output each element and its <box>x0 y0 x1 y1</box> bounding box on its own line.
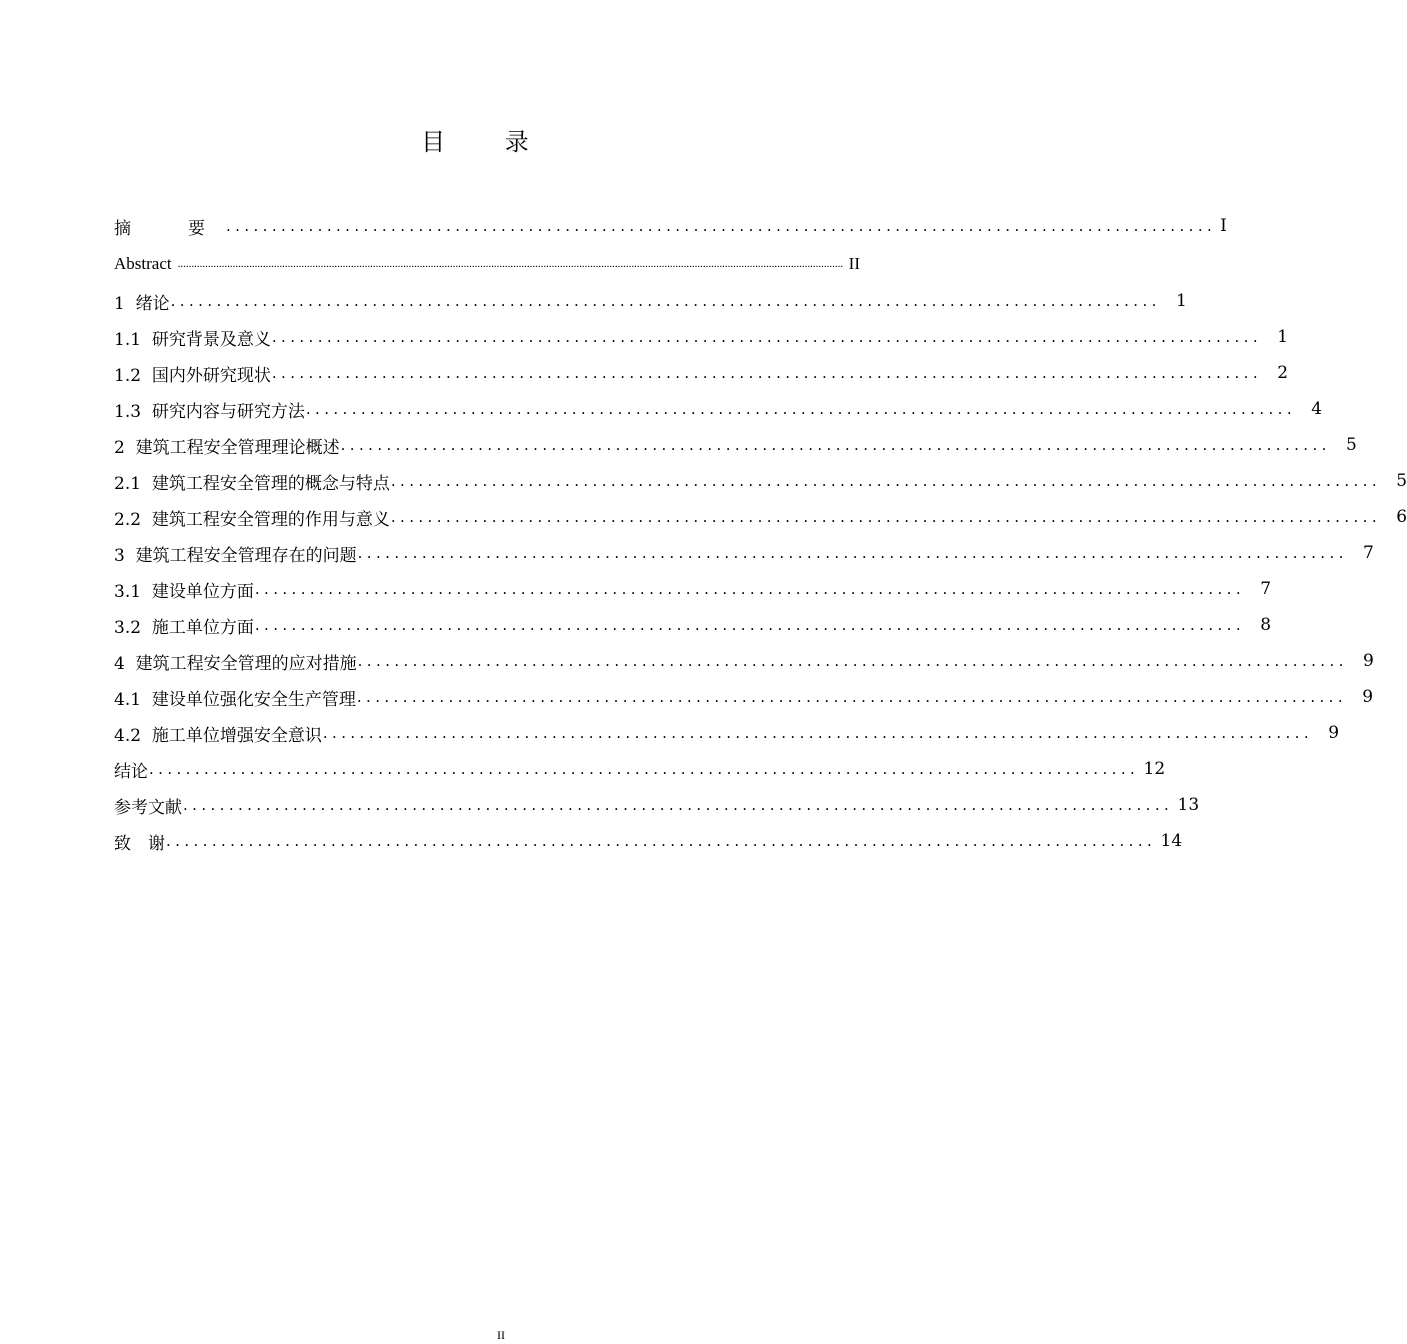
toc-entry-page: 14 <box>1160 831 1183 851</box>
toc-entry-label: 参考文献 <box>114 797 182 818</box>
toc-entry-page: I <box>1220 216 1227 236</box>
toc-leader-dots: ............................................................................................................ <box>271 328 1263 346</box>
toc-leader-dots: ............................................................................................................ <box>340 436 1331 454</box>
toc-entry-4-2[interactable] <box>114 715 1340 751</box>
toc-entry-acknowledgements[interactable] <box>114 823 1183 859</box>
toc-entry-3-1[interactable] <box>114 571 1272 607</box>
toc-entry-page: 7 <box>1362 543 1374 563</box>
toc-entry-page: 8 <box>1260 615 1272 635</box>
toc-entry-abstract-cn[interactable] <box>114 207 1227 245</box>
toc-entry-label: Abstract <box>114 254 172 273</box>
table-of-contents <box>114 207 1407 859</box>
toc-leader-dots: ............................................................................................................ <box>149 760 1140 778</box>
toc-entry-label <box>114 433 340 458</box>
toc-entry-1-2[interactable] <box>114 355 1289 391</box>
toc-entry-page: 7 <box>1260 579 1272 599</box>
toc-leader-dots: ............................................................................................................ <box>356 688 1348 706</box>
toc-entry-page: 2 <box>1277 363 1289 383</box>
toc-entry-page: II <box>848 254 860 273</box>
toc-entry-label <box>114 325 271 350</box>
toc-entry-4-1[interactable] <box>114 679 1374 715</box>
toc-entry-text: 国内外研究现状 <box>151 365 271 386</box>
toc-entry-text: 施工单位方面 <box>151 617 254 638</box>
toc-entry-chapter-4[interactable] <box>114 643 1374 679</box>
toc-entry-text: 建筑工程安全管理的应对措施 <box>135 653 357 674</box>
toc-entry-label <box>114 685 356 710</box>
toc-entry-3-2[interactable] <box>114 607 1272 643</box>
footer-page-number: II <box>497 1328 505 1342</box>
toc-entry-page: 1 <box>1277 327 1289 347</box>
toc-leader-dots: ............................................................................................................ <box>254 616 1246 634</box>
toc-leader-dots: ............................................................................................................ <box>322 724 1314 742</box>
toc-entry-text: 研究内容与研究方法 <box>151 401 305 422</box>
toc-leader-dots: ............................................................................................................ <box>226 217 1217 235</box>
toc-entry-number: 1.2 <box>114 365 142 386</box>
toc-entry-number: 4 <box>114 653 125 674</box>
toc-entry-label <box>114 397 305 422</box>
toc-entry-chapter-3[interactable] <box>114 535 1374 571</box>
toc-entry-label: 结论 <box>114 761 148 782</box>
toc-entry-page: 12 <box>1143 759 1166 779</box>
toc-entry-label <box>114 649 357 674</box>
toc-entry-label <box>114 577 254 602</box>
toc-entry-number: 2.2 <box>114 509 142 530</box>
toc-entry-page: 13 <box>1177 795 1200 815</box>
toc-entry-number: 4.2 <box>114 725 142 746</box>
toc-entry-page: 5 <box>1396 471 1407 491</box>
toc-entry-1-1[interactable] <box>114 319 1289 355</box>
toc-entry-label <box>114 613 254 638</box>
toc-entry-number: 2.1 <box>114 473 142 494</box>
toc-entry-page: 9 <box>1328 723 1340 743</box>
toc-entry-text: 施工单位增强安全意识 <box>151 725 322 746</box>
toc-leader-dots: ............................................................................................................ <box>254 580 1246 598</box>
toc-entry-label <box>114 361 271 386</box>
toc-entry-label <box>114 469 390 494</box>
toc-entry-number: 3.2 <box>114 617 142 638</box>
toc-entry-label: 致 谢 <box>114 833 165 854</box>
toc-leader-dots: ............................................................................................................ <box>357 652 1348 670</box>
toc-entry-text: 建筑工程安全管理存在的问题 <box>135 545 357 566</box>
toc-entry-text: 建筑工程安全管理的作用与意义 <box>151 509 390 530</box>
toc-entry-text: 建设单位方面 <box>151 581 254 602</box>
toc-entry-number: 4.1 <box>114 689 142 710</box>
toc-entry-text: 绪论 <box>135 293 170 314</box>
toc-leader-dots: ............................................................................................................ <box>390 472 1382 490</box>
toc-entry-text: 建筑工程安全管理的概念与特点 <box>151 473 390 494</box>
toc-entry-2-1[interactable] <box>114 463 1407 499</box>
toc-entry-label <box>114 505 390 530</box>
toc-leader-dots: ............................................................................................................ <box>305 400 1297 418</box>
toc-entry-conclusion[interactable] <box>114 751 1166 787</box>
toc-entry-page: 9 <box>1362 687 1374 707</box>
toc-leader-dots: ............................................................................................................ <box>271 364 1263 382</box>
toc-entry-text: 建筑工程安全管理理论概述 <box>135 437 340 458</box>
toc-entry-label <box>114 289 170 314</box>
toc-leader-dots: ............................................................................................................ <box>357 544 1348 562</box>
toc-leader-dots: .................................................................................................................................................................................................................................................. <box>177 258 844 270</box>
toc-entry-number: 3 <box>114 545 125 566</box>
toc-entry-references[interactable] <box>114 787 1200 823</box>
toc-entry-number: 1.1 <box>114 329 142 350</box>
toc-entry-page: 5 <box>1345 435 1357 455</box>
toc-entry-chapter-1[interactable] <box>114 283 1187 319</box>
toc-entry-number: 2 <box>114 437 125 458</box>
toc-entry-page: 4 <box>1311 399 1323 419</box>
toc-leader-dots: ............................................................................................................ <box>183 796 1174 814</box>
toc-entry-page: 6 <box>1396 507 1407 527</box>
toc-entry-chapter-2[interactable] <box>114 427 1357 463</box>
toc-entry-label <box>114 541 357 566</box>
toc-entry-number: 3.1 <box>114 581 142 602</box>
toc-entry-number: 1 <box>114 293 125 314</box>
toc-title: 目 录 <box>421 128 555 156</box>
toc-entry-abstract-en[interactable] <box>114 245 860 283</box>
toc-entry-text: 研究背景及意义 <box>151 329 271 350</box>
toc-leader-dots: ............................................................................................................ <box>166 832 1157 850</box>
toc-entry-label: 摘 要 <box>114 218 225 239</box>
toc-entry-page: 9 <box>1362 651 1374 671</box>
toc-entry-2-2[interactable] <box>114 499 1407 535</box>
toc-entry-label <box>114 721 322 746</box>
toc-entry-1-3[interactable] <box>114 391 1323 427</box>
toc-leader-dots: ............................................................................................................ <box>170 292 1161 310</box>
toc-entry-text: 建设单位强化安全生产管理 <box>151 689 356 710</box>
toc-entry-page: 1 <box>1175 291 1187 311</box>
toc-entry-number: 1.3 <box>114 401 142 422</box>
toc-leader-dots: ............................................................................................................ <box>390 508 1382 526</box>
